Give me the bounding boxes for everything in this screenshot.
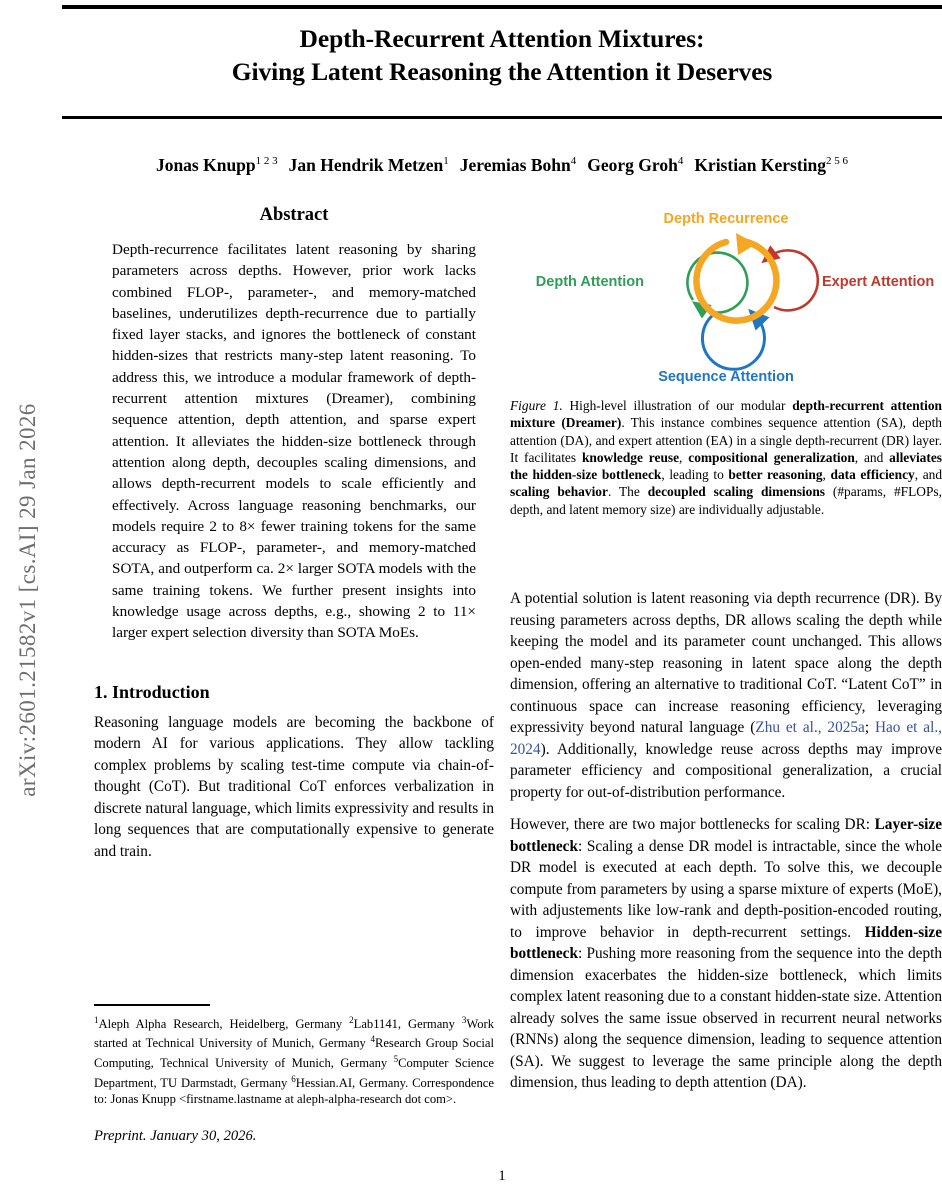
footnote-marker: 5 (393, 1054, 399, 1065)
dreamer-cycle-diagram (510, 205, 942, 390)
author-affiliation-marker: 1 2 3 (255, 155, 278, 168)
footnote-affiliation: Research Group Social Computing, Technical University of Munich, Germany (94, 1036, 495, 1071)
footnote-affiliation: Lab1141, Germany (353, 1016, 462, 1031)
paragraph-text: : Pushing more reasoning from the sequence into the depth dimension exacerbates the hidden-size bottleneck, which limits complex latent reasoning due to a constant hidden-state size. Attention already solves the same issue observed in recurrent neural networks (RNNs) along the sequence dimension, leading to sequence attention (SA). We suggest to leverage the same principle along the depth dimension, thus leading to depth attention (DA). (510, 945, 942, 1091)
introduction-paragraph-1: Reasoning language models are becoming the backbone of modern AI for various applications. They allow tackling complex problems by scaling test-time compute via chain-of-thought (CoT). But traditional CoT enforces verbalization in discrete natural language, which limits expressivity and results in long sequences that are computationally expensive to generate and train. (94, 713, 494, 860)
citation-separator: ; (864, 719, 875, 736)
introduction-heading: 1. Introduction (94, 681, 210, 702)
abstract-heading: Abstract (259, 205, 329, 225)
citation-link[interactable]: Hao et al., 2024 (510, 719, 942, 758)
caption-text: . This instance combines sequence attention (SA), depth attention (DA), and expert attention (EA) in a single depth-recurrent (DR) layer. It facilitates (510, 415, 942, 465)
depth-recurrence-loop (696, 241, 776, 321)
title-line-1: Depth-Recurrent Attention Mixtures: (299, 24, 705, 53)
depth-attention-label: Depth Attention (535, 274, 644, 290)
paragraph-text: : Scaling a dense DR model is intractable, since the whole DR model is executed at each depth. To solve this, we decouple compute from parameters by using a sparse mixture of experts (MoE), with adjustements like low-rank and depth-position-encoded routing, to improve behavior in depth-recurrent settings. (510, 837, 942, 941)
caption-emphasis: better reasoning (728, 467, 823, 483)
author-list (62, 155, 942, 176)
figure-label: Figure 1. (510, 398, 563, 413)
arxiv-stamp-text: arXiv:2601.21582v1 [cs.AI] 29 Jan 2026 (15, 403, 40, 797)
arxiv-stamp (0, 0, 56, 1200)
author-affiliation-marker: 4 (677, 155, 684, 168)
right-column (510, 588, 942, 1094)
paragraph-text: ). Additionally, knowledge reuse across depths may improve parameter efficiency and compositional generalization, a crucial property for out-of-distribution performance. (510, 740, 942, 801)
caption-emphasis: compositional generalization (688, 449, 855, 465)
caption-emphasis: decoupled scaling dimensions (647, 484, 825, 500)
caption-text: , and (914, 467, 942, 483)
depth-recurrence-label: Depth Recurrence (663, 211, 789, 227)
caption-text: . The (607, 484, 648, 500)
author-name: Georg Groh (587, 155, 678, 175)
paper-page (62, 0, 942, 1200)
figure-caption (510, 397, 942, 518)
caption-text: High-level illustration of our modular (562, 398, 793, 413)
depth-recurrence-arrowhead (736, 233, 756, 255)
footnote-affiliation: Aleph Alpha Research, Heidelberg, Germany (98, 1016, 350, 1031)
author-affiliation-marker: 1 (443, 155, 449, 168)
affiliation-footnote (94, 1004, 494, 1107)
footnote-text (94, 1013, 494, 1108)
left-column (94, 205, 494, 862)
paragraph-text: However, there are two major bottlenecks for scaling DR: (510, 816, 875, 833)
header-rule-under-title (62, 116, 942, 119)
footnote-affiliation: Hessian.AI, Germany. Correspondence to: Jonas Knupp <firstname.lastname at aleph-alpha-research dot com>. (94, 1076, 494, 1106)
caption-text: (#params, #FLOPs, depth, and latent memory size) are individually adjustable. (510, 484, 942, 517)
paragraph-latent-reasoning (510, 588, 942, 803)
author-name: Jan Hendrik Metzen (288, 155, 444, 175)
caption-emphasis: scaling behavior (510, 484, 608, 500)
figure-1 (510, 205, 942, 518)
bottleneck-label: Hidden-size bottleneck (510, 923, 942, 962)
footnote-affiliation: Work started at Technical University of Munich, Germany (94, 1016, 494, 1051)
footnote-marker: 1 (94, 1014, 99, 1025)
author-name: Kristian Kersting (694, 155, 827, 175)
caption-text: , leading to (661, 467, 729, 483)
footnote-marker: 3 (461, 1014, 467, 1025)
page-number: 1 (498, 1168, 506, 1184)
footnote-marker: 6 (291, 1073, 296, 1084)
abstract-text: Depth-recurrence facilitates latent reasoning by sharing parameters across depths. However, prior work lacks combined FLOP-, parameter-, and memory-matched baselines, underutilizes depth-recurrence due to partially fixed layer stacks, and ignores the bottleneck of constant hidden-sizes that restricts many-step latent reasoning. To address this, we introduce a modular framework of depth-recurrent attention mixtures (Dreamer), combining sequence attention, depth attention, and sparse expert attention. It alleviates the hidden-size bottleneck through attention along depth, decouples scaling dimensions, and allows depth-recurrent models to scale efficiently and effectively. Across language reasoning benchmarks, our models require 2 to 8× fewer training tokens for the same accuracy as FLOP-, parameter-, and memory-matched SOTA, and outperform ca. 2× larger SOTA models with the same training tokens. We further present insights into knowledge usage across depths, e.g., showing 2 to 11× larger expert selection diversity than SOTA MoEs. (112, 241, 476, 642)
footnote-marker: 2 (349, 1014, 354, 1025)
paragraph-text: A potential solution is latent reasoning via depth recurrence (DR). By reusing parameters across depths, DR allows scaling the depth while keeping the model and its parameter count unchanged. This allows open-ended many-step reasoning in latent space along the depth dimension, offering an alternative to traditional CoT. “Latent CoT” in continuous space can increase reasoning efficiency, leveraging expressivity beyond natural language ( (510, 590, 942, 736)
caption-emphasis: depth-recurrent attention mixture (Dreamer) (510, 398, 942, 431)
header-rule-top (62, 5, 942, 9)
author-name: Jonas Knupp (155, 155, 256, 175)
caption-emphasis: data efficiency (830, 467, 915, 483)
page-title (62, 22, 942, 88)
author-affiliation-marker: 2 5 6 (826, 155, 849, 168)
title-line-2: Giving Latent Reasoning the Attention it Deserves (231, 57, 773, 86)
expert-attention-label: Expert Attention (822, 274, 935, 290)
sequence-attention-label: Sequence Attention (658, 369, 794, 385)
author-name: Jeremias Bohn (459, 155, 571, 175)
author-affiliation-marker: 4 (570, 155, 577, 168)
caption-text: , and (854, 449, 890, 465)
footnote-affiliation: Computer Science Department, TU Darmstadt, Germany (94, 1056, 494, 1091)
caption-text: , (822, 467, 831, 483)
caption-emphasis: knowledge reuse (581, 449, 680, 465)
preprint-note: Preprint. January 30, 2026. (94, 1128, 257, 1144)
caption-emphasis: alleviates the hidden-size bottleneck (510, 449, 942, 483)
footnote-marker: 4 (370, 1034, 375, 1045)
bottleneck-label: Layer-size bottleneck (510, 816, 942, 855)
paragraph-bottlenecks (510, 814, 942, 1094)
citation-link[interactable]: Zhu et al., 2025a (755, 719, 865, 736)
caption-text: , (679, 449, 689, 465)
footnote-rule (94, 1004, 210, 1006)
